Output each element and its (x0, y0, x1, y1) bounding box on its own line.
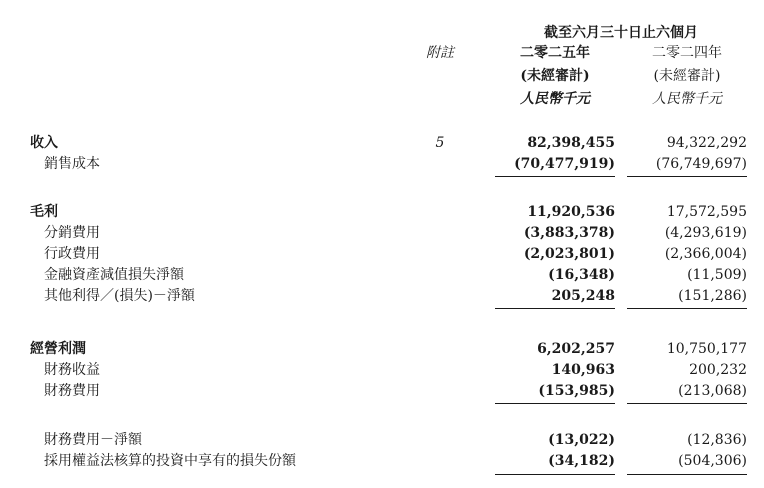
row-prior-finance-income: 200,232 (689, 362, 747, 378)
row-current-net-finance-costs: (13,022) (548, 432, 615, 448)
row-label-distribution-costs: 分銷費用 (44, 225, 100, 241)
row-prior-impairment-losses: (11,509) (687, 267, 747, 283)
row-current-share-of-losses-equity-method: (34,182) (548, 453, 615, 469)
row-label-gross-profit: 毛利 (30, 204, 58, 220)
subtotal-rule-current (495, 403, 615, 404)
row-label-operating-profit: 經營利潤 (30, 341, 86, 357)
row-prior-administrative-expenses: (2,366,004) (664, 246, 747, 262)
prior-unit: 人民幣千元 (652, 91, 722, 107)
row-current-cost-of-sales: (70,477,919) (514, 156, 615, 172)
row-label-share-of-losses-equity-method: 採用權益法核算的投資中享有的損失份額 (44, 453, 296, 469)
row-note-revenue: 5 (435, 135, 445, 151)
prior-year-heading: 二零二四年 (652, 45, 722, 61)
current-unit: 人民幣千元 (520, 91, 590, 107)
row-prior-finance-costs: (213,068) (678, 383, 747, 399)
row-current-administrative-expenses: (2,023,801) (523, 246, 615, 262)
row-prior-share-of-losses-equity-method: (504,306) (678, 453, 747, 469)
row-current-revenue: 82,398,455 (527, 135, 615, 151)
row-label-impairment-losses: 金融資產減值損失淨額 (44, 267, 184, 283)
row-label-revenue: 收入 (30, 135, 58, 151)
row-label-net-finance-costs: 財務費用－淨額 (44, 432, 142, 448)
row-label-finance-costs: 財務費用 (44, 383, 100, 399)
row-prior-operating-profit: 10,750,177 (666, 341, 747, 357)
subtotal-rule-prior (627, 403, 747, 404)
row-label-finance-income: 財務收益 (44, 362, 100, 378)
row-label-cost-of-sales: 銷售成本 (44, 156, 100, 172)
period-heading: 截至六月三十日止六個月 (544, 25, 698, 41)
subtotal-rule-prior (627, 308, 747, 309)
row-prior-cost-of-sales: (76,749,697) (655, 156, 747, 172)
row-prior-gross-profit: 17,572,595 (666, 204, 747, 220)
subtotal-rule-current (495, 308, 615, 309)
current-year-heading: 二零二五年 (520, 45, 590, 61)
row-label-administrative-expenses: 行政費用 (44, 246, 100, 262)
prior-audit-status: (未經審計) (653, 68, 721, 84)
row-prior-other-gains-losses: (151,286) (678, 288, 747, 304)
row-prior-net-finance-costs: (12,836) (687, 432, 747, 448)
row-current-finance-costs: (153,985) (538, 383, 615, 399)
row-label-other-gains-losses: 其他利得／(損失)－淨額 (44, 288, 195, 304)
current-audit-status: (未經審計) (520, 68, 590, 84)
row-current-other-gains-losses: 205,248 (551, 288, 615, 304)
subtotal-rule-prior (627, 176, 747, 177)
subtotal-rule-current (495, 474, 615, 475)
row-current-gross-profit: 11,920,536 (527, 204, 615, 220)
row-current-operating-profit: 6,202,257 (537, 341, 615, 357)
subtotal-rule-prior (627, 474, 747, 475)
note-column-heading: 附註 (426, 45, 454, 61)
row-current-impairment-losses: (16,348) (548, 267, 615, 283)
row-prior-revenue: 94,322,292 (666, 135, 747, 151)
row-current-finance-income: 140,963 (551, 362, 615, 378)
row-prior-distribution-costs: (4,293,619) (664, 225, 747, 241)
row-current-distribution-costs: (3,883,378) (523, 225, 615, 241)
subtotal-rule-current (495, 176, 615, 177)
